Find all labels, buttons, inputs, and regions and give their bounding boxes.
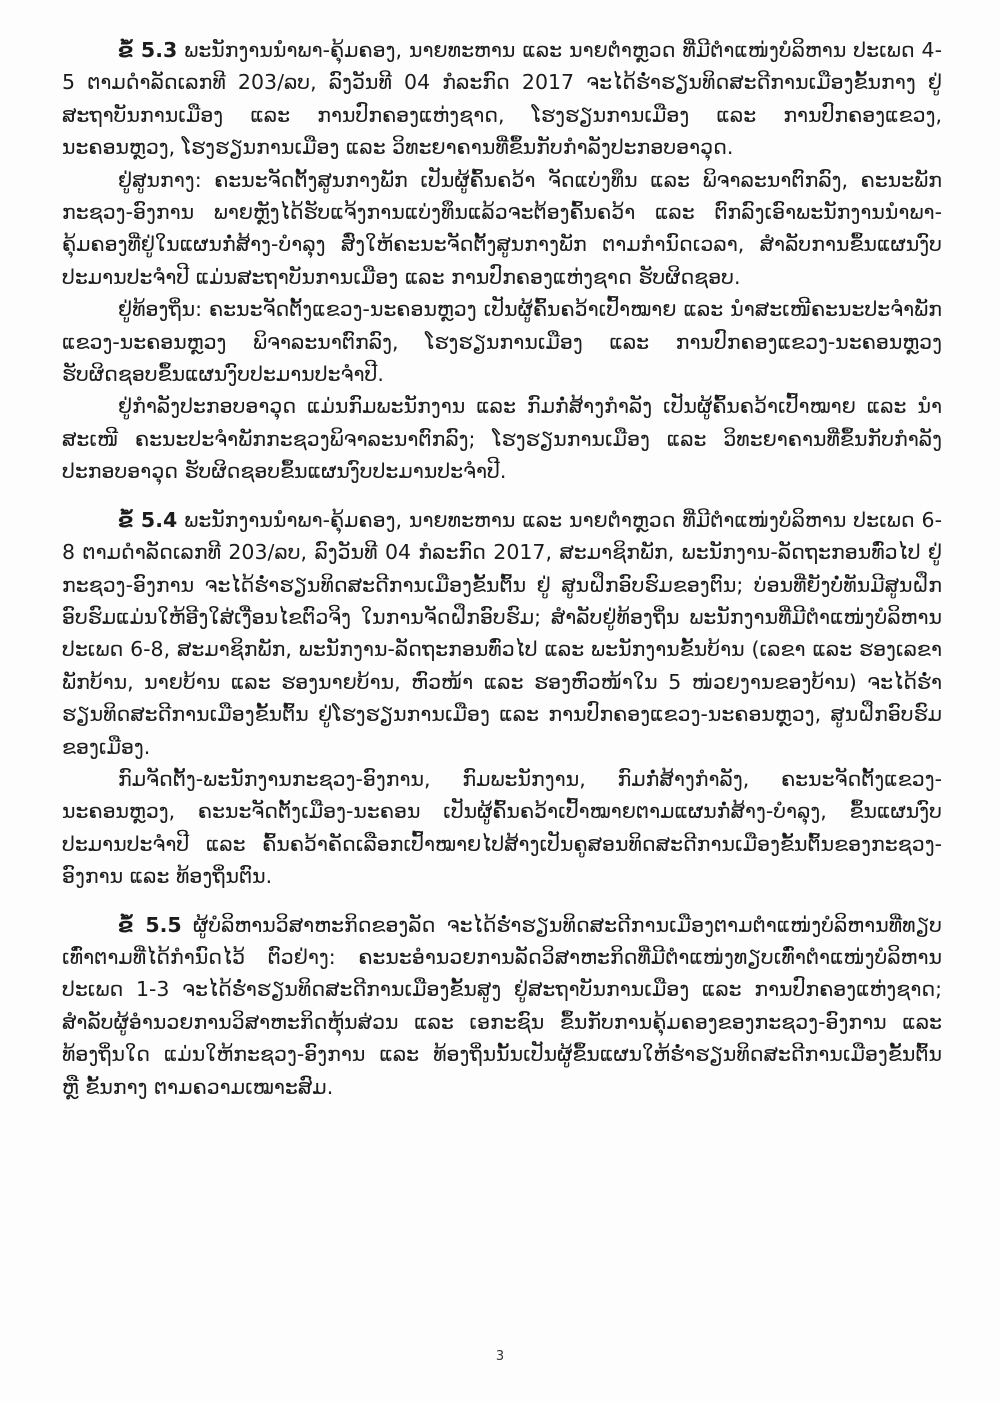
paragraph-departments [62,763,942,893]
paragraph-article-5-4 [62,504,942,763]
page-number: 3 [495,1349,505,1364]
paragraph-article-5-3 [62,34,942,164]
paragraph-central-level [62,164,942,294]
paragraph-text: ກົມຈັດຕັ້ງ-ພະນັກງານກະຊວງ-ອົງການ, ກົມພະນັກງານ, ກົມກໍ່ສ້າງກຳລັງ, ຄະນະຈັດຕັ້ງແຂວງ-ນະຄອນຫຼວງ, ຄະນະຈັດຕັ້ງເມືອງ-ນະຄອນ ເປັນຜູ້ຄົ້ນຄວ້າເປົ້າໝາຍຕາມແຜນກໍ່ສ້າງ-ບຳລຸງ, ຂຶ້ນແຜນງົບປະມານປະຈຳປີ ແລະ ຄົ້ນຄວ້າຄັດເລືອກເປົ້າໝາຍໄປສ້າງເປັນຄູສອນທິດສະດີການເມືອງຂັ້ນຕົ້ນຂອງກະຊວງ-ອົງການ ແລະ ທ້ອງຖິ່ນຕົນ. [62,766,942,889]
paragraph-local-level [62,293,942,390]
paragraph-armed-forces [62,390,942,487]
paragraph-text: ຜູ້ບໍລິຫານວິສາຫະກິດຂອງລັດ ຈະໄດ້ຮ່ຳຮຽນທິດສະດີການເມືອງຕາມຕຳແໜ່ງບໍລິຫານທີ່ທຽບເທົ່າຕາມທີ່ໄດ້ກຳນົດໄວ້ ຕົວຢ່າງ: ຄະນະອຳນວຍການລັດວິສາຫະກິດທີ່ມີຕຳແໜ່ງທຽບເທົ່າຕຳແໜ່ງບໍລິຫານ ປະເພດ 1-3 ຈະໄດ້ຮ່ຳຮຽນທິດສະດີການເມືອງຂັ້ນສູງ ຢູ່ສະຖາບັນການເມືອງ ແລະ ການປົກຄອງແຫ່ງຊາດ; ສຳລັບຜູ້ອຳນວຍການວິສາຫະກິດຫຸ້ນສ່ວນ ແລະ ເອກະຊົນ ຂຶ້ນກັບການຄຸ້ມຄອງຂອງກະຊວງ-ອົງການ ແລະ ທ້ອງຖິ່ນໃດ ແມ່ນໃຫ້ກະຊວງ-ອົງການ ແລະ ທ້ອງຖິ່ນນັ້ນເປັນຜູ້ຂຶ້ນແຜນໃຫ້ຮ່ຳຮຽນທິດສະດີການເມືອງຂັ້ນຕົ້ນ ຫຼື ຂັ້ນກາງ ຕາມຄວາມເໝາະສົມ. [62,912,942,1099]
paragraph-text: ຢູ່ສູນກາງ: ຄະນະຈັດຕັ້ງສູນກາງພັກ ເປັນຜູ້ຄົ້ນຄວ້າ ຈັດແບ່ງທຶນ ແລະ ພິຈາລະນາຕົກລົງ, ຄະນະພັກ ກະຊວງ-ອົງການ ພາຍຫຼັງໄດ້ຮັບແຈ້ງການແບ່ງທຶນແລ້ວຈະຕ້ອງຄົ້ນຄວ້າ ແລະ ຕົກລົງເອົາພະນັກງານນຳພາ-ຄຸ້ມຄອງທີ່ຢູ່ໃນແຜນກໍ່ສ້າງ-ບຳລຸງ ສົ່ງໃຫ້ຄະນະຈັດຕັ້ງສູນກາງພັກ ຕາມກຳນົດເວລາ, ສຳລັບການຂຶ້ນແຜນງົບປະມານປະຈຳປີ ແມ່ນສະຖາບັນການເມືອງ ແລະ ການປົກຄອງແຫ່ງຊາດ ຮັບຜິດຊອບ. [62,167,942,289]
paragraph-text: ຢູ່ກຳລັງປະກອບອາວຸດ ແມ່ນກົມພະນັກງານ ແລະ ກົມກໍ່ສ້າງກຳລັງ ເປັນຜູ້ຄົ້ນຄວ້າເປົ້າໝາຍ ແລະ ນຳສະເໜີ ຄະນະປະຈຳພັກກະຊວງພິຈາລະນາຕົກລົງ; ໂຮງຮຽນການເມືອງ ແລະ ວິທະຍາຄານທີ່ຂຶ້ນກັບກຳລັງປະກອບອາວຸດ ຮັບຜິດຊອບຂຶ້ນແຜນງົບປະມານປະຈຳປີ. [62,394,942,484]
paragraph-text: ຢູ່ທ້ອງຖິ່ນ: ຄະນະຈັດຕັ້ງແຂວງ-ນະຄອນຫຼວງ ເປັນຜູ້ຄົ້ນຄວ້າເປົ້າໝາຍ ແລະ ນຳສະເໜີຄະນະປະຈຳພັກແຂວງ-ນະຄອນຫຼວງ ພິຈາລະນາຕົກລົງ, ໂຮງຮຽນການເມືອງ ແລະ ການປົກຄອງແຂວງ-ນະຄອນຫຼວງ ຮັບຜິດຊອບຂຶ້ນແຜນງົບປະມານປະຈຳປີ. [62,297,942,387]
article-label: ຂໍ້ 5.4 [118,507,178,532]
article-label: ຂໍ້ 5.3 [118,38,178,62]
document-body [62,34,942,1103]
paragraph-text: ພະນັກງານນຳພາ-ຄຸ້ມຄອງ, ນາຍທະຫານ ແລະ ນາຍຕຳຫຼວດ ທີ່ມີຕຳແໜ່ງບໍລິຫານ ປະເພດ 6-8 ຕາມດຳລັດເລກທີ 203/ລບ, ລົງວັນທີ 04 ກໍລະກົດ 2017, ສະມາຊິກພັກ, ພະນັກງານ-ລັດຖະກອນທົ່ວໄປ ຢູ່ກະຊວງ-ອົງການ ຈະໄດ້ຮ່ຳຮຽນທິດສະດີການເມືອງຂັ້ນຕົ້ນ ຢູ່ ສູນຝຶກອົບຮົມຂອງຕົນ; ບ່ອນທີ່ຍັງບໍ່ທັນມີສູນຝຶກອົບຮົມແມ່ນໃຫ້ອີງໃສ່ເງື່ອນໄຂຕົວຈິງ ໃນການຈັດຝຶກອົບຮົມ; ສຳລັບຢູ່ທ້ອງຖິ່ນ ພະນັກງານທີ່ມີຕຳແໜ່ງບໍລິຫານປະເພດ 6-8, ສະມາຊິກພັກ, ພະນັກງານ-ລັດຖະກອນທົ່ວໄປ ແລະ ພະນັກງານຂັ້ນບ້ານ (ເລຂາ ແລະ ຮອງເລຂາພັກບ້ານ, ນາຍບ້ານ ແລະ ຮອງນາຍບ້ານ, ຫົວໜ້າ ແລະ ຮອງຫົວໜ້າໃນ 5 ໜ່ວຍງານຂອງບ້ານ) ຈະໄດ້ຮ່ຳຮຽນທິດສະດີການເມືອງຂັ້ນຕົ້ນ ຢູ່ໂຮງຮຽນການເມືອງ ແລະ ການປົກຄອງແຂວງ-ນະຄອນຫຼວງ, ສູນຝຶກອົບຮົມຂອງເມືອງ. [62,507,942,759]
article-label: ຂໍ້ 5.5 [118,912,182,937]
paragraph-text: ພະນັກງານນຳພາ-ຄຸ້ມຄອງ, ນາຍທະຫານ ແລະ ນາຍຕຳຫຼວດ ທີ່ມີຕຳແໜ່ງບໍລິຫານ ປະເພດ 4-5 ຕາມດຳລັດເລກທີ 203/ລບ, ລົງວັນທີ 04 ກໍລະກົດ 2017 ຈະໄດ້ຮ່ຳຮຽນທິດສະດີການເມືອງຂັ້ນກາງ ຢູ່ສະຖາບັນການເມືອງ ແລະ ການປົກຄອງແຫ່ງຊາດ, ໂຮງຮຽນການເມືອງ ແລະ ການປົກຄອງແຂວງ, ນະຄອນຫຼວງ, ໂຮງຮຽນການເມືອງ ແລະ ວິທະຍາຄານທີ່ຂຶ້ນກັບກຳລັງປະກອບອາວຸດ. [62,38,942,160]
paragraph-article-5-5 [62,909,942,1103]
